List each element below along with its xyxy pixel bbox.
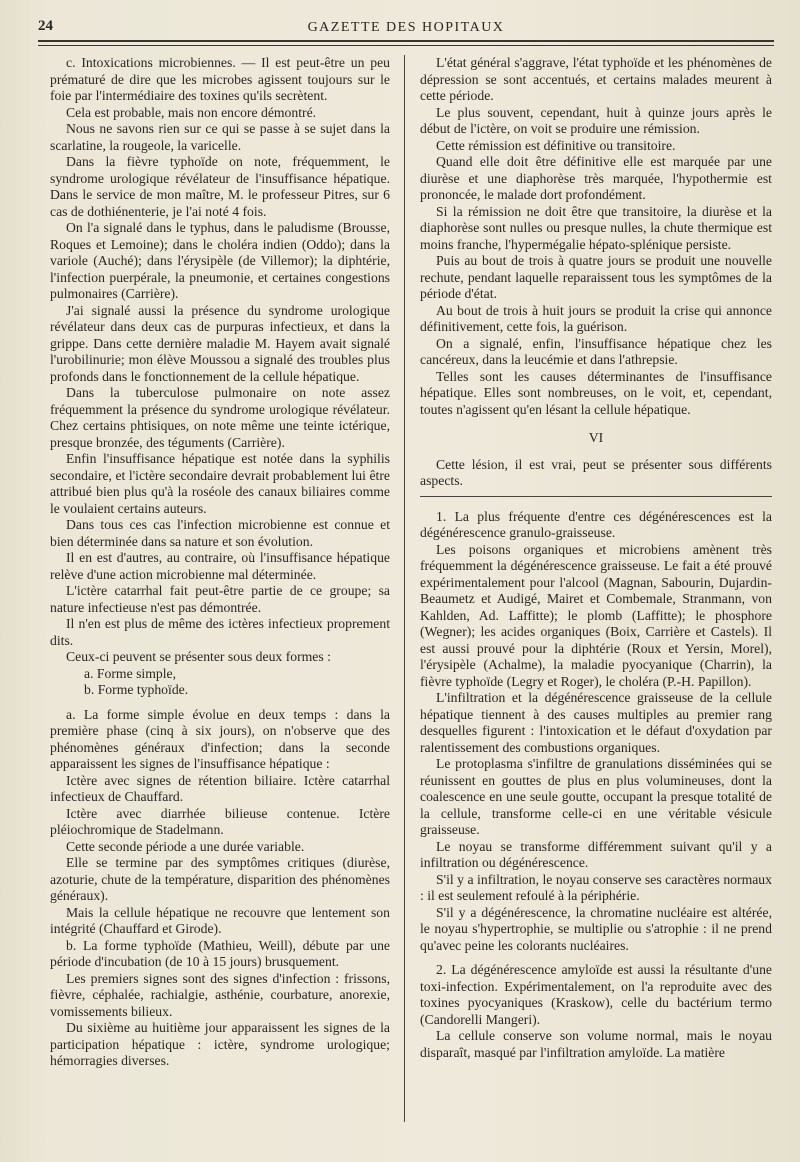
paragraph: L'ictère catarrhal fait peut-être partie de ce groupe; sa nature infectieuse n'est pas démontrée. [50, 583, 390, 615]
paragraph: 2. La dégénérescence amyloïde est aussi la résultante d'une toxi-infection. Expérimentalement, on l'a reproduite avec des toxines pyocyaniques (Kraskow), celle du bactérium termo (Candorelli Mangeri). [420, 962, 772, 1027]
paragraph: J'ai signalé aussi la présence du syndrome urologique révélateur dans deux cas de purpuras infectieux, et dans la grippe. Dans cette dernière maladie M. Hayem avait signalé l'urobilinurie; mon élève Moussou a signalé des troubles plus profonds dans le fonctionnement de la cellule hépatique. [50, 302, 390, 384]
header-rule-thin [38, 45, 774, 46]
paragraph: Cette rémission est définitive ou transitoire. [436, 137, 676, 153]
header-rule-thick [38, 40, 774, 42]
list-item: a. Forme simple, [84, 665, 176, 681]
paragraph: Au bout de trois à huit jours se produit la crise qui annonce définitivement, cette fois, la guérison. [420, 302, 772, 334]
paragraph: Cela est probable, mais non encore démontré. [66, 104, 317, 120]
paragraph: Il en est d'autres, au contraire, où l'insuffisance hépatique relève d'une action microbienne mal déterminée. [50, 550, 390, 582]
page-number: 24 [38, 18, 53, 34]
paragraph: Enfin l'insuffisance hépatique est notée dans la syphilis secondaire, et l'ictère secondaire devrait probablement lui être attribué bien plus qu'à la roséole des canaux biliaires comme le voulaient certains auteurs. [50, 451, 390, 516]
paragraph: Le plus souvent, cependant, huit à quinze jours après le début de l'ictère, on voit se produire une rémission. [420, 104, 772, 136]
right-column [420, 55, 772, 1122]
paragraph: S'il y a infiltration, le noyau conserve ses caractères normaux : il est seulement refoulé à la périphérie. [420, 871, 772, 903]
paragraph: La cellule conserve son volume normal, mais le noyau disparaît, masqué par l'infiltration amyloïde. La matière [420, 1028, 772, 1060]
paragraph: Ictère avec diarrhée bilieuse contenue. Ictère pléiochromique de Stadelmann. [50, 805, 390, 837]
section-heading: VI [588, 430, 604, 445]
paragraph: Dans tous ces cas l'infection microbienne est connue et bien déterminée dans sa nature et son évolution. [50, 517, 390, 549]
paragraph: On l'a signalé dans le typhus, dans le paludisme (Brousse, Roques et Lemoine); dans le choléra indien (Oddo); dans la variole (Auché); dans l'érysipèle (de Villemor); la diphtérie, l'infection puerpérale, la pneumonie, et certaines congestions pulmonaires (Carrière). [50, 220, 390, 301]
paragraph: Les premiers signes sont des signes d'infection : frissons, fièvre, céphalée, rachialgie, asthénie, courbature, anorexie, vomissements bilieux. [50, 970, 390, 1019]
paragraph: Cette lésion, il est vrai, peut se présenter sous différents aspects. [420, 456, 772, 488]
paragraph: Ceux-ci peuvent se présenter sous deux formes : [66, 649, 331, 664]
paragraph: Mais la cellule hépatique ne recouvre que lentement son intégrité (Chauffard et Girode). [50, 904, 390, 936]
paragraph: Quand elle doit être définitive elle est marquée par une diurèse et une diaphorèse très marquée, l'hypothermie est prononcée, le malade dort profondément. [420, 154, 772, 202]
paragraph: c. Intoxications microbiennes. — Il est peut-être un peu prématuré de dire que les microbes agissent toujours sur le foie par l'intermédiaire des toxines qu'ils secrètent. [50, 55, 390, 103]
section-rule [420, 496, 772, 497]
paragraph: Il n'en est plus de même des ictères infectieux proprement dits. [50, 616, 390, 648]
paragraph: Le protoplasma s'infiltre de granulations disséminées qui se réunissent en gouttes de plus en plus volumineuses, dont la coalescence en une seule goutte, occupant la presque totalité de la cellule, transforme celle-ci en une véritable vésicule graisseuse. [420, 756, 772, 837]
paragraph: Nous ne savons rien sur ce qui se passe à se sujet dans la scarlatine, la rougeole, la varicelle. [50, 121, 390, 153]
paragraph: Cette seconde période a une durée variable. [66, 838, 305, 854]
paragraph: Le noyau se transforme différemment suivant qu'il y a infiltration ou dégénérescence. [420, 838, 772, 870]
paragraph: Du sixième au huitième jour apparaissent les signes de la participation hépatique : ictère, syndrome urologique; hémorragies diverses. [50, 1020, 390, 1068]
column-divider [404, 55, 405, 1122]
paragraph: Les poisons organiques et microbiens amènent très fréquemment la dégénérescence graisseuse. Le fait a été prouvé expérimentalement pour l'alcool (Magnan, Sabourin, Dujardin-Beaumetz et Audigé, Mairet et Combemale, Stranmann, von Kahlden, Ad. Laffitte); le plomb (Laffitte); le phosphore (Wegner); les acides organiques (Boix, Carrière et Castels). Il est aussi prouvé pour la diphtérie (Roux et Yersin, Morel), l'érysipèle (Achalme), la maladie pyocyanique (Charrin), la fièvre typhoïde (Legry et Roger), le choléra (P.-H. Papillon). [420, 541, 772, 689]
paragraph: b. La forme typhoïde (Mathieu, Weill), débute par une période d'incubation (de 10 à 15 jours) brusquement. [50, 937, 390, 969]
left-column [50, 55, 390, 1122]
paragraph: On a signalé, enfin, l'insuffisance hépatique chez les cancéreux, dans la leucémie et dans l'athrepsie. [420, 335, 772, 367]
paragraph: S'il y a dégénérescence, la chromatine nucléaire est altérée, le noyau s'hypertrophie, se multiplie ou s'atrophie : il ne prend qu'avec peine les colorants nucléaires. [420, 904, 772, 953]
paragraph: Dans la fièvre typhoïde on note, fréquemment, le syndrome urologique révélateur de l'insuffisance hépatique. Dans le service de mon maître, M. le professeur Pitres, sur 6 cas de dothiénenterie, je l'ai noté 4 fois. [50, 154, 390, 219]
paragraph: Ictère avec signes de rétention biliaire. Ictère catarrhal infectieux de Chauffard. [50, 772, 390, 804]
paragraph: Elle se termine par des symptômes critiques (diurèse, azoturie, chute de la température, disparition des phénomènes généraux). [50, 855, 390, 903]
paragraph: 1. La plus fréquente d'entre ces dégénérescences est la dégénérescence granulo-graisseuse. [420, 508, 772, 540]
paragraph: L'état général s'aggrave, l'état typhoïde et les phénomènes de dépression se sont accentués, et certains malades meurent à cette période. [420, 55, 772, 103]
list-item: b. Forme typhoïde. [84, 682, 189, 697]
paragraph: Puis au bout de trois à quatre jours se produit une nouvelle rechute, pendant laquelle reparaissent tous les symptômes de la période d'état. [420, 253, 772, 301]
paragraph: a. La forme simple évolue en deux temps : dans la première phase (cinq à six jours), on n'observe que des phénomènes généraux d'infection; dans la seconde apparaissent les signes de l'insuffisance hépatique : [50, 706, 390, 771]
journal-title: GAZETTE DES HOPITAUX [307, 20, 505, 35]
paragraph: Si la rémission ne doit être que transitoire, la diurèse et la diaphorèse sont nulles ou presque nulles, la chute thermique est moins franche, l'hypermégalie hépato-splénique persiste. [420, 203, 772, 252]
paragraph: Dans la tuberculose pulmonaire on note assez fréquemment la présence du syndrome urologique révélateur. Chez certains phtisiques, on note même une teinte ictérique, presque bronzée, des téguments (Carrière). [50, 385, 390, 450]
paragraph: L'infiltration et la dégénérescence graisseuse de la cellule hépatique tiennent à des causes multiples au premier rang desquelles figurent : l'intoxication et le défaut d'oxydation par ralentissement des combustions organiques. [420, 690, 772, 755]
paragraph: Telles sont les causes déterminantes de l'insuffisance hépatique. Elles sont nombreuses, on le voit, et, cependant, toutes n'agissent qu'en lésant la cellule hépatique. [420, 368, 772, 417]
